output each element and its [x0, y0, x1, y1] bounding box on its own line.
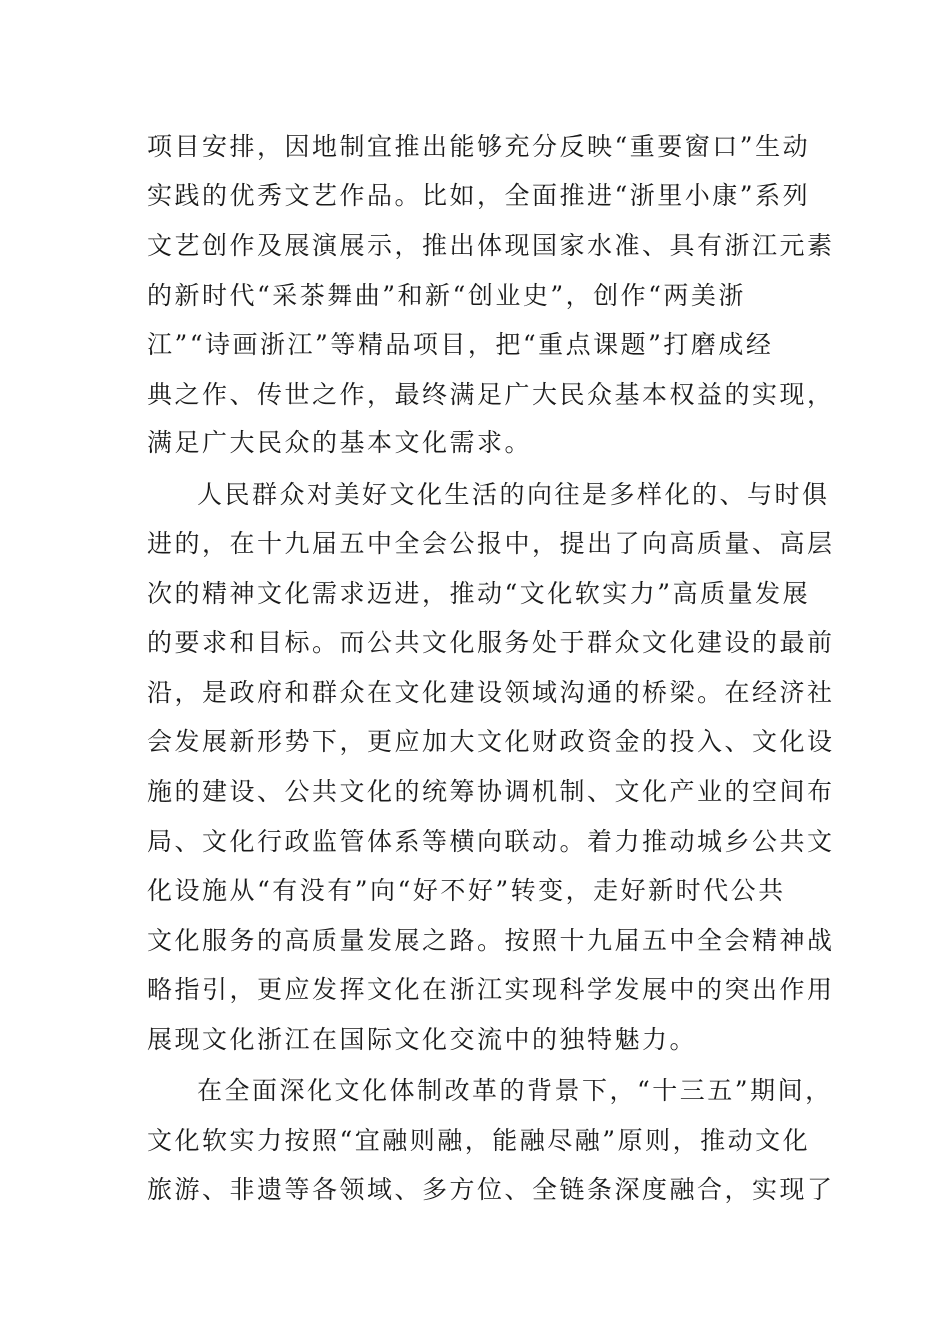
paragraph-first-line: 在全面深化文化体制改革的背景下，“十三五”期间，	[197, 1076, 833, 1105]
text-line: 实践的优秀文艺作品。比如，全面推进“浙里小康”系列	[147, 181, 811, 210]
text-line: 局、文化行政监管体系等横向联动。着力推动城乡公共文	[147, 827, 835, 856]
text-line: 典之作、传世之作，最终满足广大民众基本权益的实现，	[147, 380, 835, 409]
text-line: 略指引，更应发挥文化在浙江实现科学发展中的突出作用	[147, 975, 835, 1004]
text-line: 江”“诗画浙江”等精品项目，把“重点课题”打磨成经	[147, 330, 774, 359]
text-line: 旅游、非遗等各领域、多方位、全链条深度融合，实现了	[147, 1175, 835, 1204]
text-line: 进的，在十九届五中全会公报中，提出了向高质量、高层	[147, 529, 835, 558]
text-line: 展现文化浙江在国际文化交流中的独特魅力。	[147, 1025, 698, 1054]
text-line: 会发展新形势下，更应加大文化财政资金的投入、文化设	[147, 727, 835, 756]
text-line: 文化服务的高质量发展之路。按照十九届五中全会精神战	[147, 926, 835, 955]
text-line: 施的建设、公共文化的统筹协调机制、文化产业的空间布	[147, 777, 835, 806]
text-line: 的要求和目标。而公共文化服务处于群众文化建设的最前	[147, 628, 835, 657]
text-line: 文化软实力按照“宜融则融，能融尽融”原则，推动文化	[147, 1126, 811, 1155]
text-line: 的新时代“采茶舞曲”和新“创业史”，创作“两美浙	[147, 281, 746, 310]
text-line: 项目安排，因地制宜推出能够充分反映“重要窗口”生动	[147, 132, 811, 161]
text-line: 满足广大民众的基本文化需求。	[147, 428, 533, 457]
text-line: 化设施从“有没有”向“好不好”转变，走好新时代公共	[147, 876, 786, 905]
text-line: 次的精神文化需求迈进，推动“文化软实力”高质量发展	[147, 579, 811, 608]
text-line: 沿，是政府和群众在文化建设领域沟通的桥梁。在经济社	[147, 678, 835, 707]
paragraph-first-line: 人民群众对美好文化生活的向往是多样化的、与时俱	[197, 480, 830, 509]
text-line: 文艺创作及展演展示，推出体现国家水准、具有浙江元素	[147, 231, 835, 260]
